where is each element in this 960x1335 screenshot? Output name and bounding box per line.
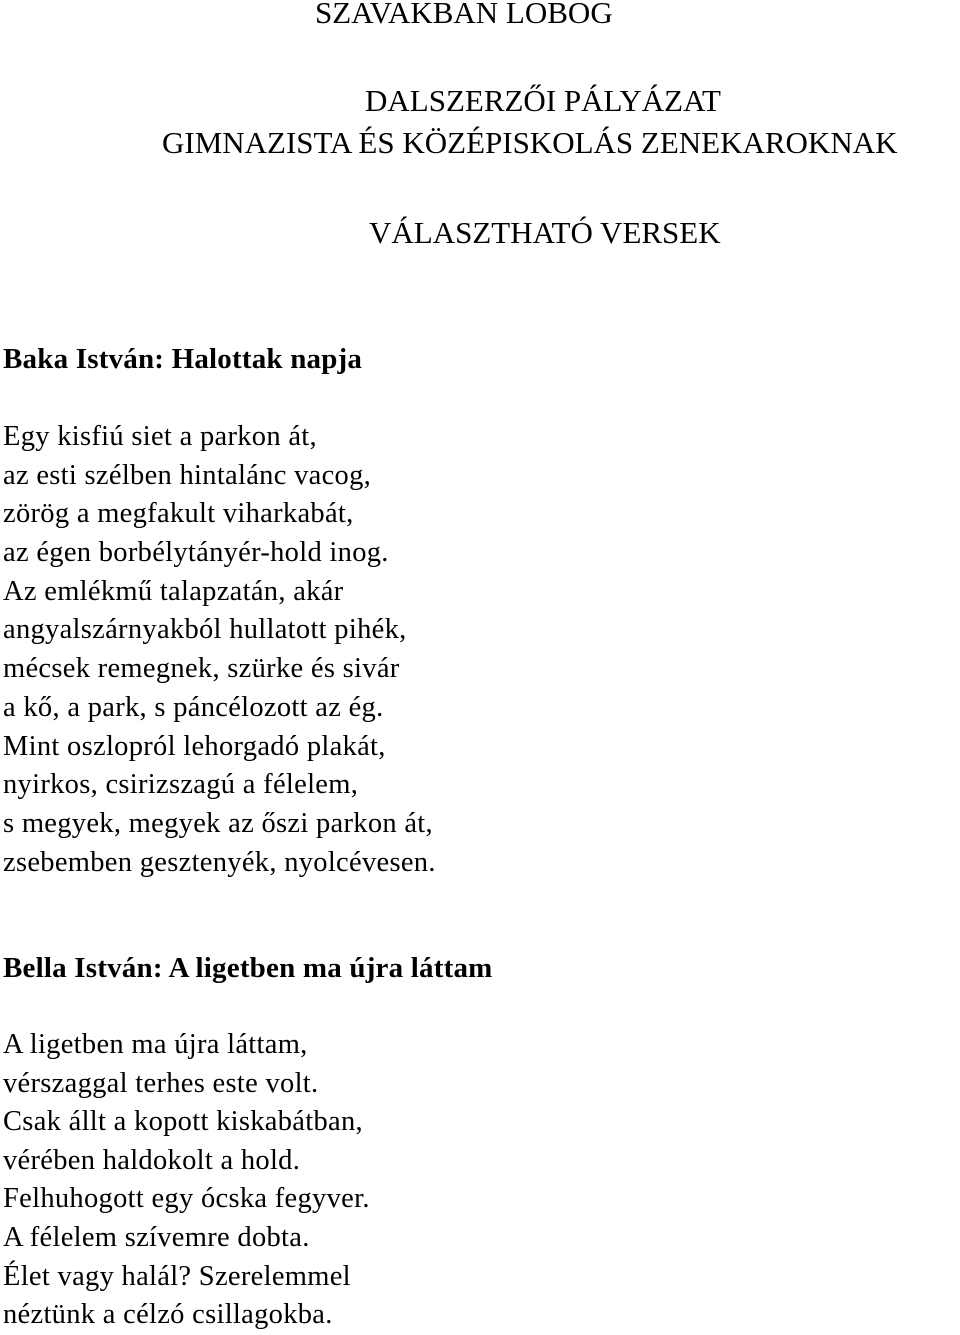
- poem-line: A félelem szívemre dobta.: [3, 1221, 310, 1253]
- poem-line: Felhuhogott egy ócska fegyver.: [3, 1183, 370, 1215]
- poem-line: Csak állt a kopott kiskabátban,: [3, 1106, 363, 1138]
- poem-line: a kő, a park, s páncélozott az ég.: [3, 691, 384, 723]
- poem-line: vérszaggal terhes este volt.: [3, 1067, 319, 1099]
- section-heading: VÁLASZTHATÓ VERSEK: [369, 215, 721, 250]
- poem-line: az égen borbélytányér-hold inog.: [3, 537, 389, 569]
- poem-line: az esti szélben hintalánc vacog,: [3, 459, 372, 491]
- contest-title: DALSZERZŐI PÁLYÁZAT: [365, 83, 721, 118]
- document-title: SZAVAKBAN LOBOG: [315, 0, 613, 30]
- poem-line: Élet vagy halál? Szerelemmel: [3, 1260, 351, 1292]
- poem-line: zörög a megfakult viharkabát,: [3, 498, 354, 530]
- poem-line: A ligetben ma újra láttam,: [3, 1029, 308, 1060]
- poem-line: Mint oszlopról lehorgadó plakát,: [3, 730, 386, 762]
- poem-line: néztünk a célzó csillagokba.: [3, 1299, 333, 1331]
- poem-line: Egy kisfiú siet a parkon át,: [3, 421, 317, 452]
- contest-audience: GIMNAZISTA ÉS KÖZÉPISKOLÁS ZENEKAROKNAK: [162, 125, 898, 160]
- poem-lines: [3, 418, 436, 882]
- poem-line: s megyek, megyek az őszi parkon át,: [3, 807, 433, 839]
- poem-line: zsebemben gesztenyék, nyolcévesen.: [3, 846, 436, 878]
- poem-lines: [3, 1026, 370, 1335]
- poem-line: angyalszárnyakból hullatott pihék,: [3, 614, 407, 646]
- poem-line: vérében haldokolt a hold.: [3, 1144, 301, 1176]
- poem-title: Bella István: A ligetben ma újra láttam: [3, 952, 493, 984]
- poem-line: nyirkos, csirizszagú a félelem,: [3, 769, 359, 801]
- poem-line: mécsek remegnek, szürke és sivár: [3, 653, 400, 685]
- poem-line: Az emlékmű talapzatán, akár: [3, 575, 344, 607]
- poem-title: Baka István: Halottak napja: [3, 343, 363, 375]
